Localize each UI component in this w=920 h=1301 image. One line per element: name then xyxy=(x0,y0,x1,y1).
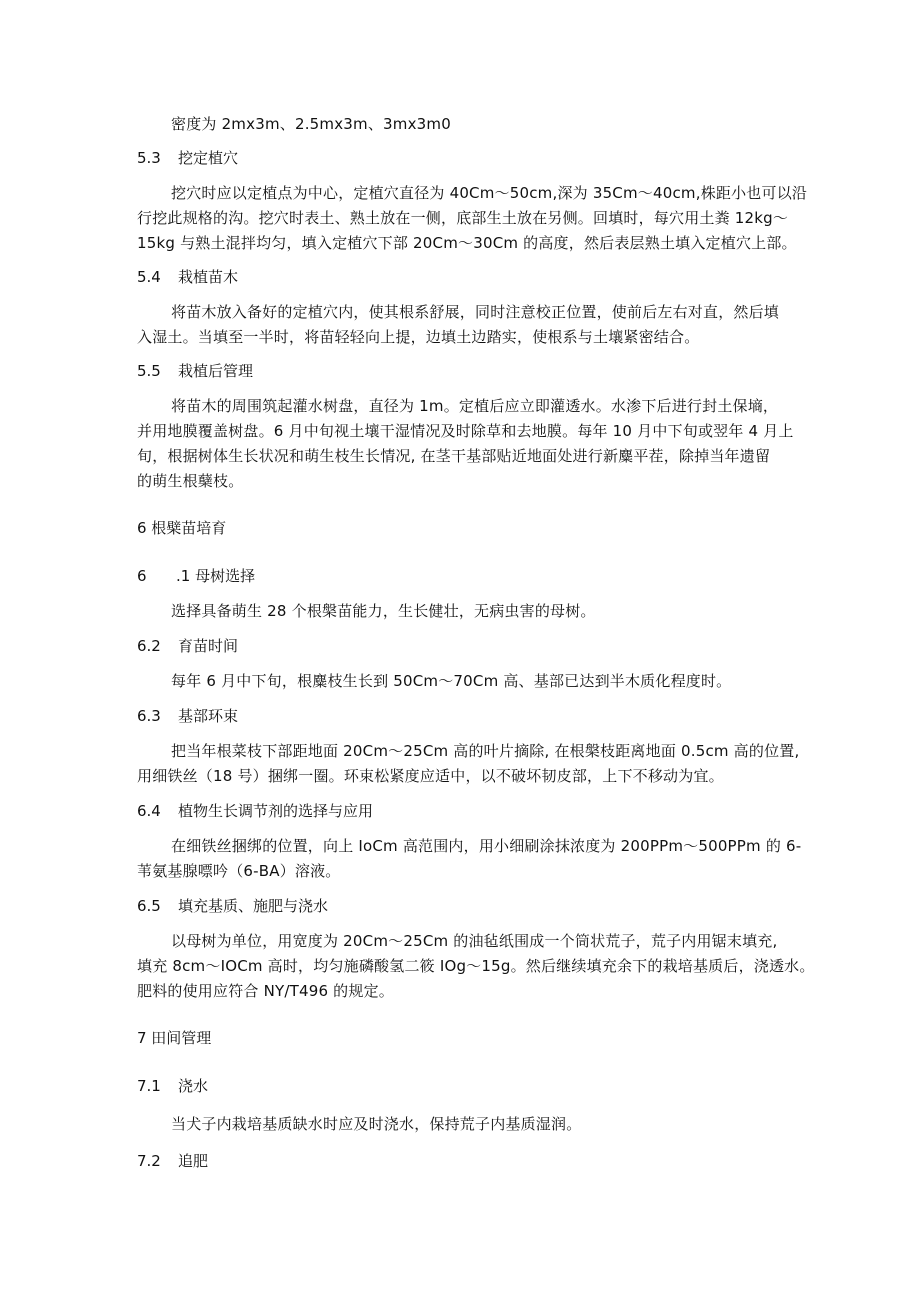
section-6-4-number: 6.4 xyxy=(137,802,161,820)
section-7-1-title: 浇水 xyxy=(178,1077,209,1095)
chapter-7-heading: 7 田间管理 xyxy=(137,1029,212,1047)
section-5-3-title: 挖定植穴 xyxy=(178,149,239,167)
section-6-4-para-line-1: 在细铁丝捆绑的位置，向上 IoCm 高范围内，用小细刷涂抹浓度为 200PPm～500PPm 的 6- xyxy=(171,837,802,855)
section-6-2-para-line-1: 每年 6 月中下旬，根麋枝生长到 50Cm～70Cm 高、基部已达到半木质化程度时。 xyxy=(171,672,732,690)
section-7-2-title: 追肥 xyxy=(178,1152,209,1170)
section-6-2-title: 育苗时间 xyxy=(178,637,239,655)
section-7-2-number: 7.2 xyxy=(137,1152,161,1170)
section-6-4-title: 植物生长调节剂的选择与应用 xyxy=(178,802,374,820)
section-5-3-para-line-1: 挖穴时应以定植点为中心，定植穴直径为 40Cm～50cm,深为 35Cm～40cm,株距小也可以沿 xyxy=(171,184,808,202)
section-7-1-para-line-1: 当犬子内栽培基质缺水时应及时浇水，保持荒子内基质湿润。 xyxy=(171,1115,582,1133)
section-5-4-para-line-2: 入湿土。当填至一半时，将苗轻轻向上提，边填土边踏实，使根系与土壤紧密结合。 xyxy=(137,328,700,346)
intro-density-line: 密度为 2mx3m、2.5mx3m、3mx3m0 xyxy=(171,115,451,133)
section-6-3-number: 6.3 xyxy=(137,707,161,725)
section-5-4-title: 栽植苗木 xyxy=(178,268,239,286)
section-6-3-para-line-2: 用细铁丝（18 号）捆绑一圈。环束松紧度应适中，以不破坏韧皮部，上下不移动为宜。 xyxy=(137,767,724,785)
section-5-4-number: 5.4 xyxy=(137,268,161,286)
section-6-1-number: 6 xyxy=(137,567,147,585)
section-5-5-para-line-2: 并用地膜覆盖树盘。6 月中旬视土壤干湿情况及时除草和去地膜。每年 10 月中下旬或翌年 4 月上 xyxy=(137,422,794,440)
section-5-3-para-line-3: 15kg 与熟土混拌均匀，填入定植穴下部 20Cm～30Cm 的高度，然后表层熟土填入定植穴上部。 xyxy=(137,234,797,252)
section-6-1-title: .1 母树选择 xyxy=(176,567,256,585)
section-5-5-number: 5.5 xyxy=(137,362,161,380)
section-6-1-para-line-1: 选择具备萌生 28 个根槃苗能力，生长健壮，无病虫害的母树。 xyxy=(171,602,596,620)
section-5-3-number: 5.3 xyxy=(137,149,161,167)
section-5-5-para-line-4: 的萌生根蘖枝。 xyxy=(137,472,244,490)
section-6-5-number: 6.5 xyxy=(137,897,161,915)
section-6-3-title: 基部环束 xyxy=(178,707,239,725)
section-5-5-title: 栽植后管理 xyxy=(178,362,254,380)
section-6-5-para-line-3: 肥料的使用应符合 NY/T496 的规定。 xyxy=(137,982,394,1000)
section-5-4-para-line-1: 将苗木放入备好的定植穴内，使其根系舒展，同时注意校正位置，使前后左右对直，然后填 xyxy=(171,303,780,321)
section-5-5-para-line-3: 旬，根据树体生长状况和萌生枝生长情况, 在茎干基部贴近地面处进行新麋平茬，除掉当年遗留 xyxy=(137,447,771,465)
section-6-5-title: 填充基质、施肥与浇水 xyxy=(178,897,329,915)
section-6-3-para-line-1: 把当年根菜枝下部距地面 20Cm～25Cm 高的叶片摘除, 在根槃枝距离地面 0.5cm 高的位置, xyxy=(171,742,800,760)
section-6-5-para-line-1: 以母树为单位，用宽度为 20Cm～25Cm 的油毡纸围成一个筒状荒子，荒子内用锯末填充, xyxy=(171,932,778,950)
section-7-1-number: 7.1 xyxy=(137,1077,161,1095)
section-6-5-para-line-2: 填充 8cm～IOCm 高时，均匀施磷酸氢二筱 IOg～15g。然后继续填充余下的栽培基质后，浇透水。 xyxy=(137,957,815,975)
section-5-3-para-line-2: 行挖此规格的沟。挖穴时表土、熟土放在一侧，底部生土放在另侧。回填时，每穴用土粪 12kg～ xyxy=(137,209,789,227)
chapter-6-heading: 6 根檗苗培育 xyxy=(137,519,227,537)
section-6-4-para-line-2: 苇氨基腺嘌吟（6-BA）溶液。 xyxy=(137,862,341,880)
section-6-2-number: 6.2 xyxy=(137,637,161,655)
section-5-5-para-line-1: 将苗木的周围筑起灌水树盘，直径为 1m。定植后应立即灌透水。水渗下后进行封土保墒， xyxy=(171,397,779,415)
